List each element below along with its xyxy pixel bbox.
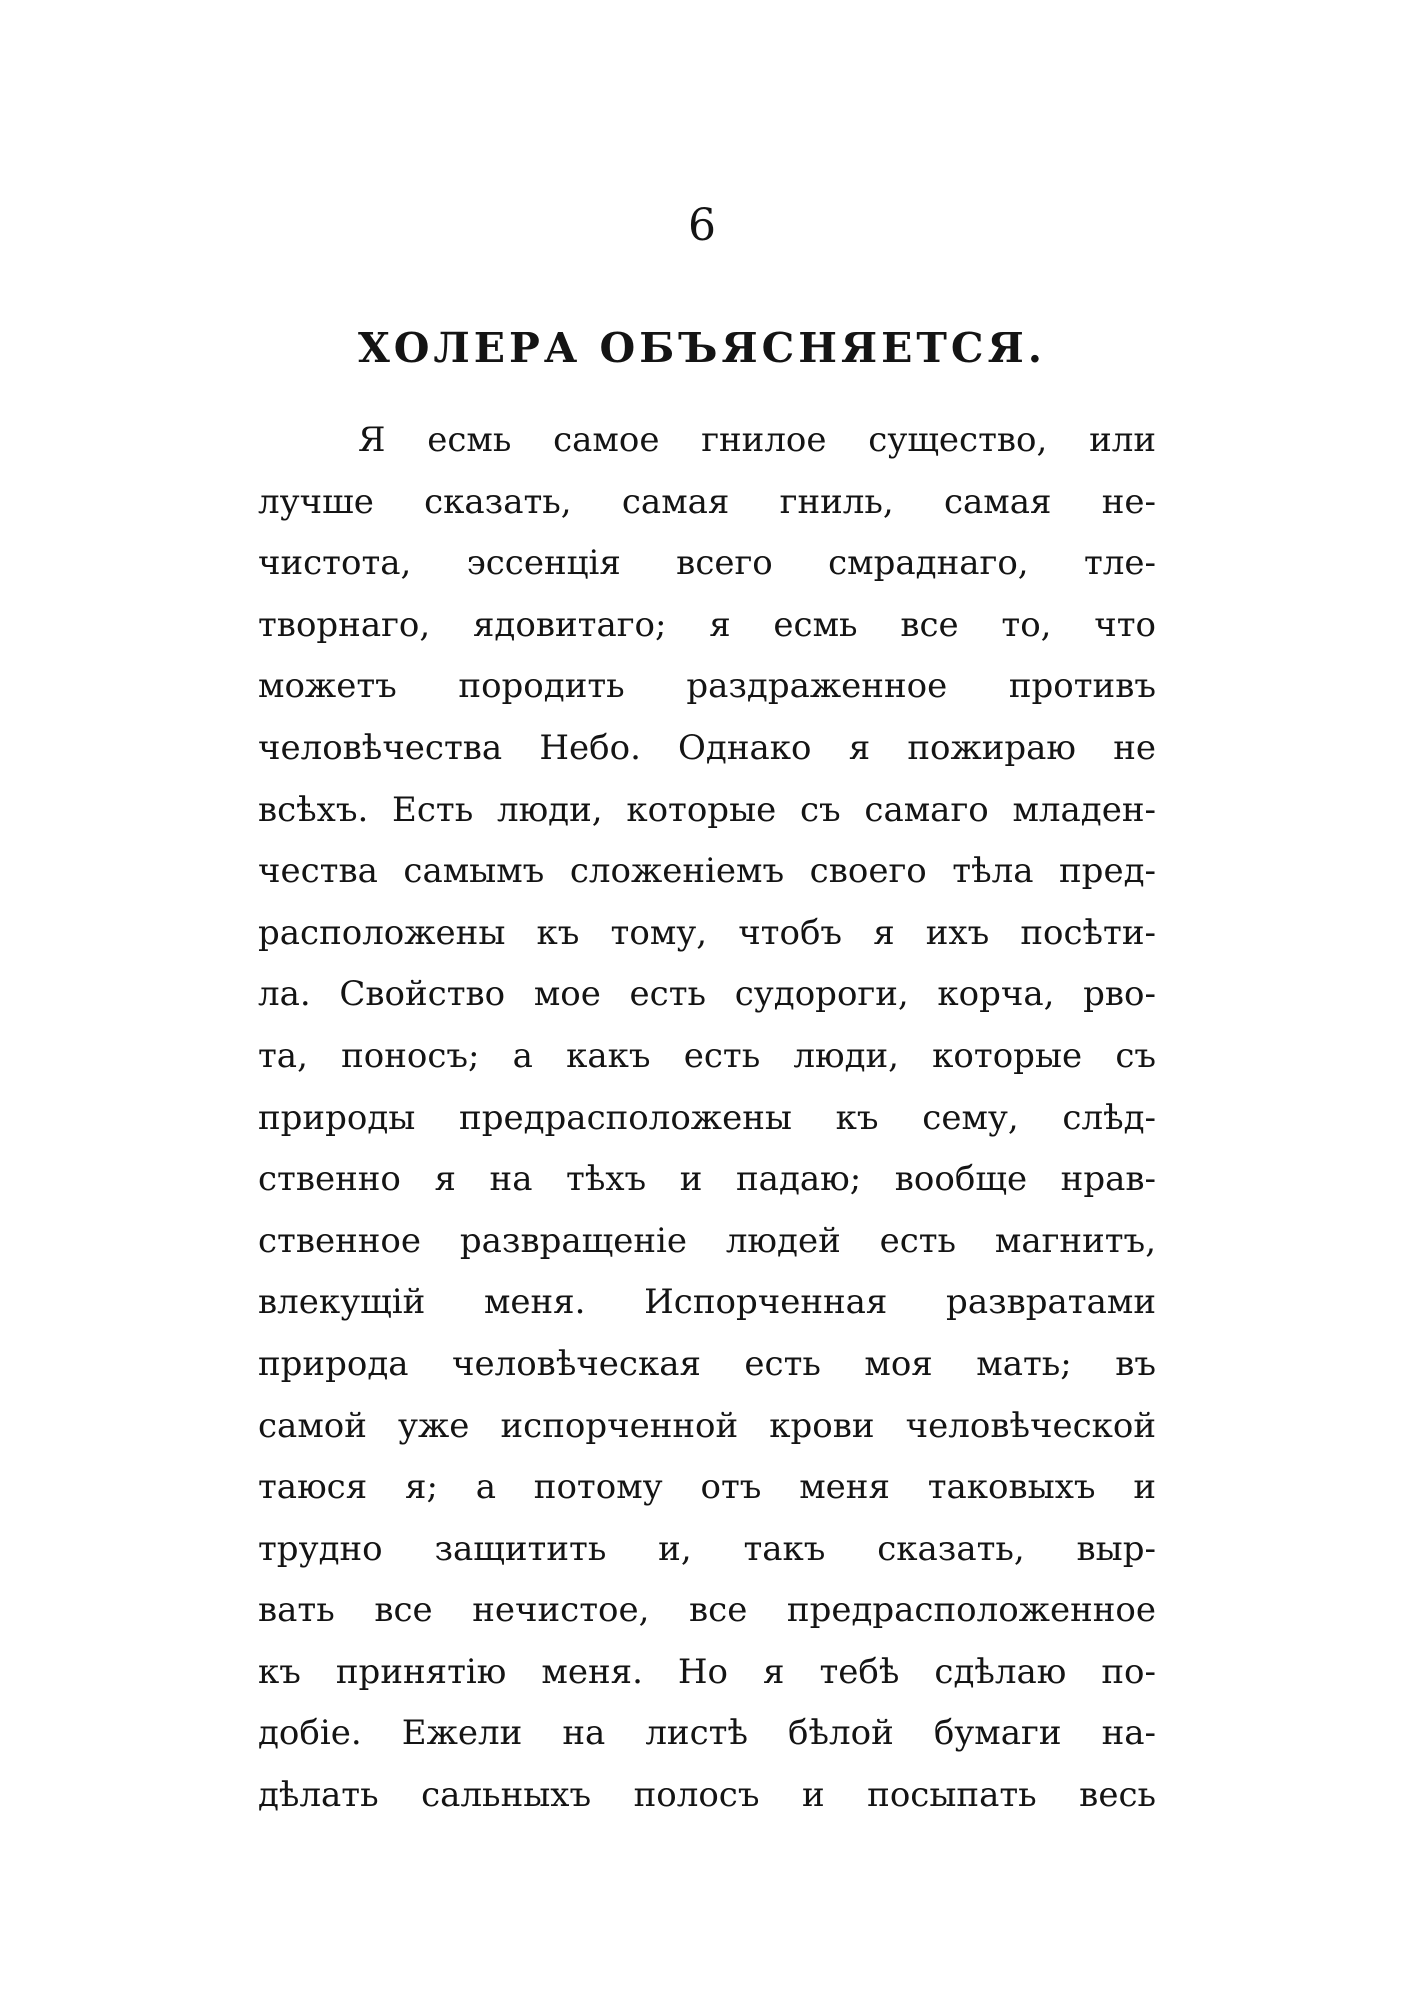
- text-line: къ принятію меня. Но я тебѣ сдѣлаю по-: [258, 1651, 1156, 1692]
- text-line: природы предрасположены къ сему, слѣд-: [258, 1097, 1156, 1138]
- body-text: [258, 410, 1156, 1827]
- text-line: чистота, эссенція всего смраднаго, тле-: [258, 543, 1156, 584]
- text-line: чества самымъ сложеніемъ своего тѣла пред-: [258, 851, 1156, 892]
- text-line: самой уже испорченной крови человѣческой: [258, 1405, 1156, 1446]
- chapter-heading: ХОЛЕРА ОБЪЯСНЯЕТСЯ.: [358, 324, 1046, 372]
- text-line: Я есмь самое гнилое существо, или: [358, 420, 1156, 460]
- text-line: можетъ породить раздраженное противъ: [258, 666, 1156, 707]
- text-line: лучше сказать, самая гниль, самая не-: [258, 481, 1156, 522]
- text-line: трудно защитить и, такъ сказать, выр-: [258, 1528, 1156, 1569]
- text-line: ла. Свойство мое есть судороги, корча, рво-: [258, 974, 1156, 1015]
- text-line: дѣлать сальныхъ полосъ и посыпать весь: [258, 1775, 1156, 1816]
- text-line: человѣчества Небо. Однако я пожираю не: [258, 727, 1156, 768]
- page-number: 6: [688, 200, 716, 251]
- text-line: всѣхъ. Есть люди, которые съ самаго младен-: [258, 789, 1156, 830]
- text-line: ственно я на тѣхъ и падаю; вообще нрав-: [258, 1159, 1156, 1200]
- text-line: таюся я; а потому отъ меня таковыхъ и: [258, 1467, 1156, 1508]
- text-line: вать все нечистое, все предрасположенное: [258, 1590, 1156, 1631]
- text-line: природа человѣческая есть моя мать; въ: [258, 1343, 1156, 1384]
- text-line: расположены къ тому, чтобъ я ихъ посѣти-: [258, 912, 1156, 953]
- text-line: творнаго, ядовитаго; я есмь все то, что: [258, 604, 1156, 645]
- text-line: ственное развращеніе людей есть магнитъ,: [258, 1220, 1156, 1261]
- text-line: добіе. Ежели на листѣ бѣлой бумаги на-: [258, 1713, 1156, 1754]
- text-line: влекущій меня. Испорченная развратами: [258, 1282, 1156, 1323]
- text-line: та, поносъ; а какъ есть люди, которые съ: [258, 1035, 1156, 1076]
